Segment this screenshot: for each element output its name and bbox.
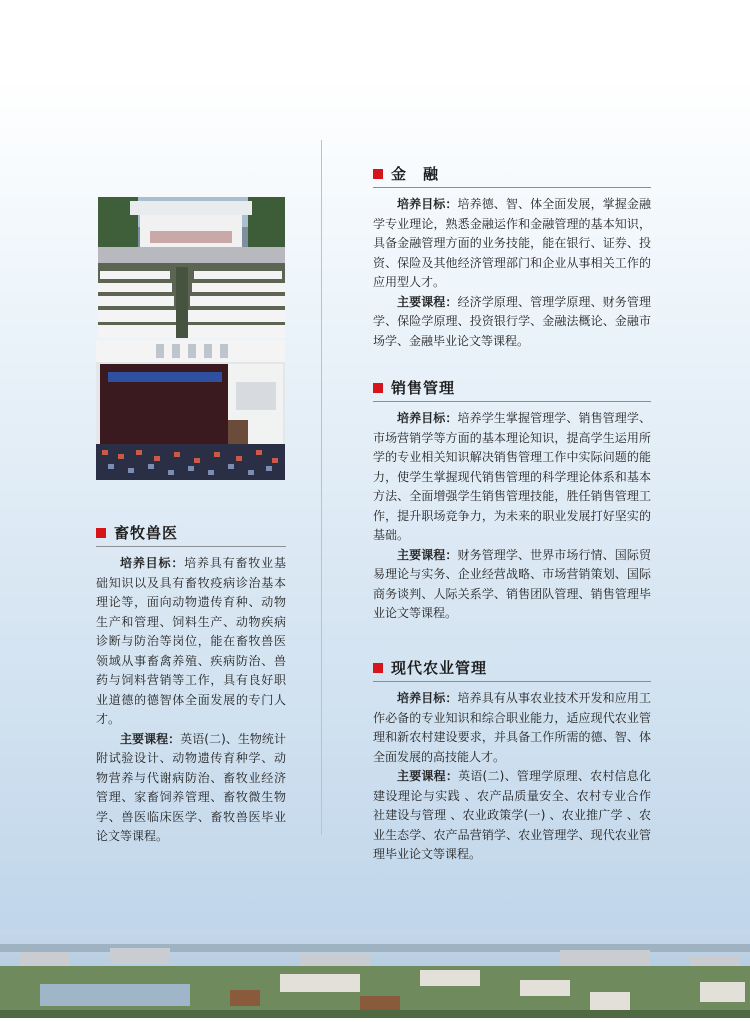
section-modern-agriculture: [373, 657, 651, 865]
course-text: 英语(二)、生物统计附试验设计、动物遗传育种学、动物营养与代谢病防治、畜牧业经济管理、家畜饲养管理、畜牧微生物学、兽医临床医学、畜牧兽医毕业论文等课程。: [96, 731, 286, 843]
section-title: 金 融: [391, 165, 440, 183]
goal-text: 培养学生掌握管理学、销售管理学、市场营销学等方面的基本理论知识，提高学生运用所学的专业相关知识解决销售管理工作中实际问题的能力，使学生掌握现代销售管理的科学理论体系和基本方法、全面增强学生销售管理技能，胜任销售管理工作，提升职场竞争力，为未来的职业发展打好坚实的基础。: [373, 411, 651, 542]
column-divider: [321, 140, 322, 835]
goal-paragraph: [373, 689, 651, 767]
goal-label: 培养目标：: [397, 197, 458, 211]
goal-label: 培养目标：: [397, 411, 458, 425]
section-sales-management: [373, 377, 651, 624]
section-title: 销售管理: [391, 379, 456, 397]
course-label: 主要课程：: [397, 547, 458, 562]
section-animal-husbandry: [96, 522, 286, 847]
course-paragraph: [96, 730, 286, 847]
red-square-icon: [373, 169, 383, 179]
course-text: 财务管理学、世界市场行情、国际贸易理论与实务、企业经营战略、市场营销策划、国际商务谈判、人际关系学、销售团队管理、销售管理毕业论文等课程。: [373, 547, 651, 620]
course-label: 主要课程：: [397, 769, 459, 783]
goal-label: 培养目标：: [120, 556, 185, 570]
section-title: 畜牧兽医: [114, 524, 179, 542]
course-text: 英语(二)、管理学原理、农村信息化建设理论与实践 、农产品质量安全、农村专业合作社建设与管理 、农业政策学(一) 、农业推广学 、农业生态学、农产品营销学、农业管理学、现代农业管理毕业论文等课程。: [373, 769, 651, 861]
section-header: [373, 163, 651, 185]
goal-paragraph: [96, 554, 286, 730]
goal-label: 培养目标：: [397, 691, 458, 705]
goal-paragraph: [373, 409, 651, 546]
section-header: [373, 657, 651, 679]
section-rule: [373, 401, 651, 402]
red-square-icon: [96, 528, 106, 538]
section-title: 现代农业管理: [391, 659, 488, 677]
red-square-icon: [373, 663, 383, 673]
goal-paragraph: [373, 195, 651, 293]
goal-text: 培养具有畜牧业基础知识以及具有畜牧疫病诊治基本理论等，面向动物遗传育种、动物生产和管理、饲料生产、动物疾病诊断与防治等岗位，能在畜牧兽医领域从事畜禽养殖、疾病防治、兽药与饲料营销等工作，具有良好职业道德的德智体全面发展的专门人才。: [96, 556, 286, 726]
course-paragraph: [373, 767, 651, 865]
course-label: 主要课程：: [397, 294, 458, 309]
red-square-icon: [373, 383, 383, 393]
campus-assembly-photo: [98, 197, 285, 338]
course-paragraph: [373, 546, 651, 624]
section-rule: [373, 187, 651, 188]
goal-text: 培养具有从事农业技术开发和应用工作必备的专业知识和综合职业能力，适应现代农业管理和新农村建设要求，并具备工作所需的德、智、体全面发展的高技能人才。: [373, 691, 651, 764]
goal-text: 培养德、智、体全面发展，掌握金融学专业理论，熟悉金融运作和金融管理的基本知识，具备金融管理方面的业务技能，能在银行、证券、投资、保险及其他经济管理部门和企业从事相关工作的应用型人才。: [373, 197, 651, 289]
course-paragraph: [373, 293, 651, 352]
campus-skyline-photo: [0, 930, 750, 1018]
section-header: [373, 377, 651, 399]
section-header: [96, 522, 286, 544]
section-finance: [373, 163, 651, 351]
section-rule: [373, 681, 651, 682]
course-text: 经济学原理、管理学原理、财务管理学、保险学原理、投资银行学、金融法概论、金融市场学、金融毕业论文等课程。: [373, 294, 651, 348]
section-rule: [96, 546, 286, 547]
auditorium-event-photo: [96, 340, 285, 480]
course-label: 主要课程：: [120, 731, 181, 746]
